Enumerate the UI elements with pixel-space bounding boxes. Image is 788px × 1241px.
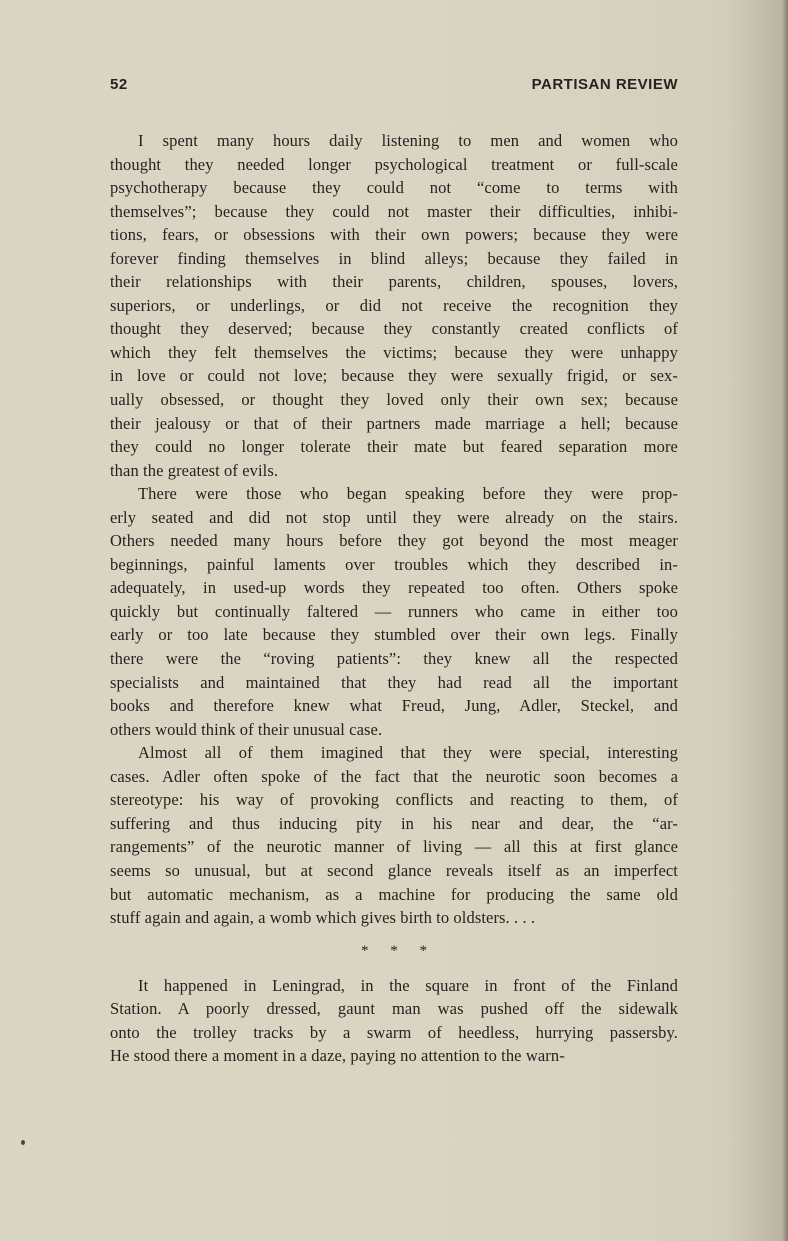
text-line: stereotype: his way of provoking conflicts and reacting to them, of [110,790,678,810]
text-line: they could no longer tolerate their mate but feared separation more [110,437,678,457]
page-number: 52 [110,76,128,93]
text-line: Others needed many hours before they got beyond the most meager [110,531,678,551]
text-line: superiors, or underlings, or did not receive the recognition they [110,295,678,315]
text-line: others would think of their unusual case. [110,719,383,739]
text-line: but automatic mechanism, as a machine for producing the same old [110,884,678,904]
text-line: stuff again and again, a womb which gives birth to oldsters. . . . [110,908,536,928]
text-line: psychotherapy because they could not “come to terms with [110,178,678,198]
text-line: Almost all of them imagined that they were special, interesting [138,743,678,763]
text-line: specialists and maintained that they had read all the important [110,672,678,692]
page-content-area [110,76,678,1068]
text-line: adequately, in used-up words they repeated too often. Others spoke [110,578,678,598]
article-body [110,129,678,1068]
text-line: beginnings, painful laments over troubles which they described in- [110,554,678,574]
text-line: suffering and thus inducing pity in his near and dear, the “ar- [110,813,678,833]
paragraph [110,974,678,1068]
text-line: themselves”; because they could not master their difficulties, inhibi- [110,201,678,221]
journal-title: PARTISAN REVIEW [531,76,678,93]
text-line: erly seated and did not stop until they were already on the stairs. [110,507,678,527]
text-line: which they felt themselves the victims; because they were unhappy [110,342,678,362]
text-line: rangements” of the neurotic manner of living — all this at first glance [110,837,678,857]
text-line: quickly but continually faltered — runners who came in either too [110,601,678,621]
text-line: Station. A poorly dressed, gaunt man was pushed off the sidewalk [110,999,678,1019]
text-line: seems so unusual, but at second glance reveals itself as an imperfect [110,860,678,880]
section-separator: * * * [361,942,427,959]
scan-artifact [21,1140,25,1145]
text-line: early or too late because they stumbled over their own legs. Finally [110,625,678,645]
text-line: in love or could not love; because they were sexually frigid, or sex- [110,366,678,386]
text-line: their jealousy or that of their partners made marriage a hell; because [110,413,678,433]
text-line: thought they deserved; because they constantly created conflicts of [110,319,678,339]
text-line: than the greatest of evils. [110,460,279,480]
text-line: cases. Adler often spoke of the fact that the neurotic soon becomes a [110,766,678,786]
text-line: forever finding themselves in blind alleys; because they failed in [110,248,678,268]
text-line: There were those who began speaking before they were prop- [138,484,678,504]
paragraph [110,482,678,741]
text-line: ually obsessed, or thought they loved only their own sex; because [110,390,678,410]
text-line: thought they needed longer psychological treatment or full-scale [110,154,678,174]
text-line: It happened in Leningrad, in the square in front of the Finland [138,975,678,995]
text-line: books and therefore knew what Freud, Jung, Adler, Steckel, and [110,696,678,716]
text-line: tions, fears, or obsessions with their own powers; because they were [110,225,678,245]
paragraph [110,741,678,929]
page-header [110,76,678,93]
paragraph [110,129,678,482]
text-line: He stood there a moment in a daze, paying no attention to the warn- [110,1046,565,1066]
text-line: I spent many hours daily listening to men and women who [138,131,678,150]
text-line: there were the “roving patients”: they knew all the respected [110,649,678,669]
text-line: onto the trolley tracks by a swarm of heedless, hurrying passersby. [110,1022,678,1042]
text-line: their relationships with their parents, children, spouses, lovers, [110,272,678,292]
